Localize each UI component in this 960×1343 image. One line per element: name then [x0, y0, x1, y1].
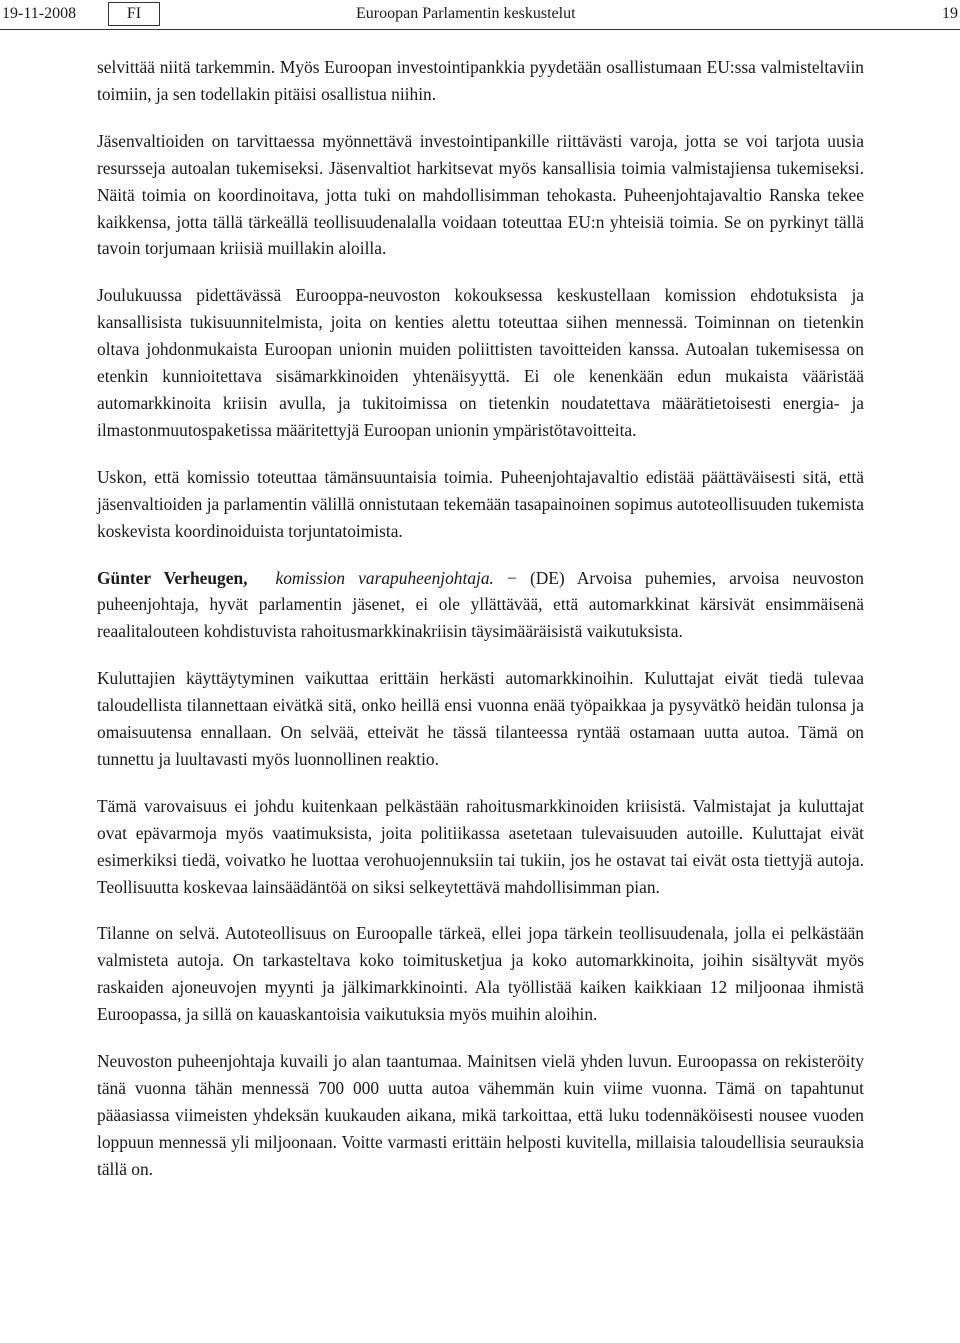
header-date: 19-11-2008: [2, 5, 77, 22]
paragraph: Joulukuussa pidettävässä Eurooppa-neuvoston kokouksessa keskustellaan komission ehdotuksista ja kansallisista tukisuunnitelmista, joita on kenties alettu toteuttaa siihen mennessä. Toiminnan on tietenkin oltava johdonmukaista Euroopan unionin muiden poliittisten tavoitteiden kanssa. Autoalan tukemisessa on etenkin kunnioitettava sisämarkkinoiden yhtenäisyyttä. Ei ole kenenkään edun mukaista vääristää automarkkinoita kriisin avulla, ja tukitoimissa on tietenkin noudatettava määrätietoisesti energia- ja ilmastonmuutospaketissa määritettyjä Euroopan unionin ympäristötavoitteita.: [97, 285, 864, 440]
paragraph: selvittää niitä tarkemmin. Myös Euroopan investointipankkia pyydetään osallistumaan EU:ssa valmisteltaviin toimiin, ja sen todellakin pitäisi osallistua niihin.: [97, 57, 864, 104]
page-number: 19: [942, 5, 958, 22]
speaker-name: Günter Verheugen,: [97, 567, 248, 588]
document-body: [97, 54, 864, 1183]
speaker-role: komission varapuheenjohtaja.: [275, 567, 494, 588]
page-header: [0, 0, 960, 30]
paragraph: Tilanne on selvä. Autoteollisuus on Euroopalle tärkeä, ellei jopa tärkein teollisuudenala, jolla ei pelkästään valmisteta autoja. On tarkasteltava koko toimitusketjua ja koko automarkkinoita, joihin sisältyvät myös raskaiden ajoneuvojen myynti ja jälkimarkkinointi. Ala työllistää kaiken kaikkiaan 12 miljoonaa ihmistä Euroopassa, ja sillä on kauaskantoisia vaikutuksia myös muihin aloihin.: [97, 923, 864, 1025]
speech-paragraph: [97, 565, 864, 646]
paragraph: Tämä varovaisuus ei johdu kuitenkaan pelkästään rahoitusmarkkinoiden kriisistä. Valmistajat ja kuluttajat ovat epävarmoja myös vaatimuksista, joita politiikassa asetetaan tulevaisuuden autoille. Kuluttajat eivät esimerkiksi tiedä, voivatko he luottaa verohuojennuksiin tai tukiin, jos he ostavat tai eivät osta tiettyjä autoja. Teollisuutta koskevaa lainsäädäntöä on siksi selkeytettävä mahdollisimman pian.: [97, 795, 864, 897]
language-badge: FI: [108, 2, 160, 26]
paragraph: Kuluttajien käyttäytyminen vaikuttaa erittäin herkästi automarkkinoihin. Kuluttajat eivät tiedä tulevaa taloudellista tilannettaan eivätkä sitä, onko heillä ensi vuonna enää työpaikkaa ja pysyvätkö heidän tulonsa ja omaisuutensa ennallaan. On selvää, etteivät he tässä tilanteessa ryntää ostamaan uutta autoa. Tämä on tunnettu ja luultavasti myös luonnollinen reaktio.: [97, 668, 864, 769]
speech-text: − (DE) Arvoisa puhemies, arvoisa neuvoston puheenjohtaja, hyvät parlamentin jäsenet, ei ole yllättävää, että automarkkinat kärsivät ensimmäisenä reaalitalouteen kohdistuvista rahoitusmarkkinakriisin täysimääräisistä vaikutuksista.: [97, 567, 864, 642]
header-title: Euroopan Parlamentin keskustelut: [356, 5, 576, 22]
paragraph: Uskon, että komissio toteuttaa tämänsuuntaisia toimia. Puheenjohtajavaltio edistää päättäväisesti sitä, että jäsenvaltioiden ja parlamentin välillä onnistutaan tekemään tasapainoinen sopimus autoteollisuuden tukemista koskevista koordinoiduista torjuntatoimista.: [97, 466, 864, 541]
paragraph: Neuvoston puheenjohtaja kuvaili jo alan taantumaa. Mainitsen vielä yhden luvun. Euroopassa on rekisteröity tänä vuonna tähän mennessä 700 000 uutta autoa vähemmän kuin viime vuonna. Tämä on tapahtunut pääasiassa viimeisten yhdeksän kuukauden aikana, mikä tarkoittaa, että luku todennäköisesti nousee vuoden loppuun mennessä yli miljoonaan. Voitte varmasti erittäin helposti kuvitella, millaisia taloudellisia seurauksia tällä on.: [97, 1051, 864, 1179]
paragraph: Jäsenvaltioiden on tarvittaessa myönnettävä investointipankille riittävästi varoja, jotta se voi tarjota uusia resursseja autoalan tukemiseksi. Jäsenvaltiot harkitsevat myös kansallisia toimia valmistajiensa tukemiseksi. Näitä toimia on koordinoitava, jotta tuki on mahdollisimman tehokasta. Puheenjohtajavaltio Ranska tekee kaikkensa, jotta tällä tärkeällä teollisuudenalalla voidaan toteuttaa EU:n yhteisiä toimia. Se on pyrkinyt tällä tavoin torjumaan kriisiä muillakin aloilla.: [97, 130, 864, 259]
